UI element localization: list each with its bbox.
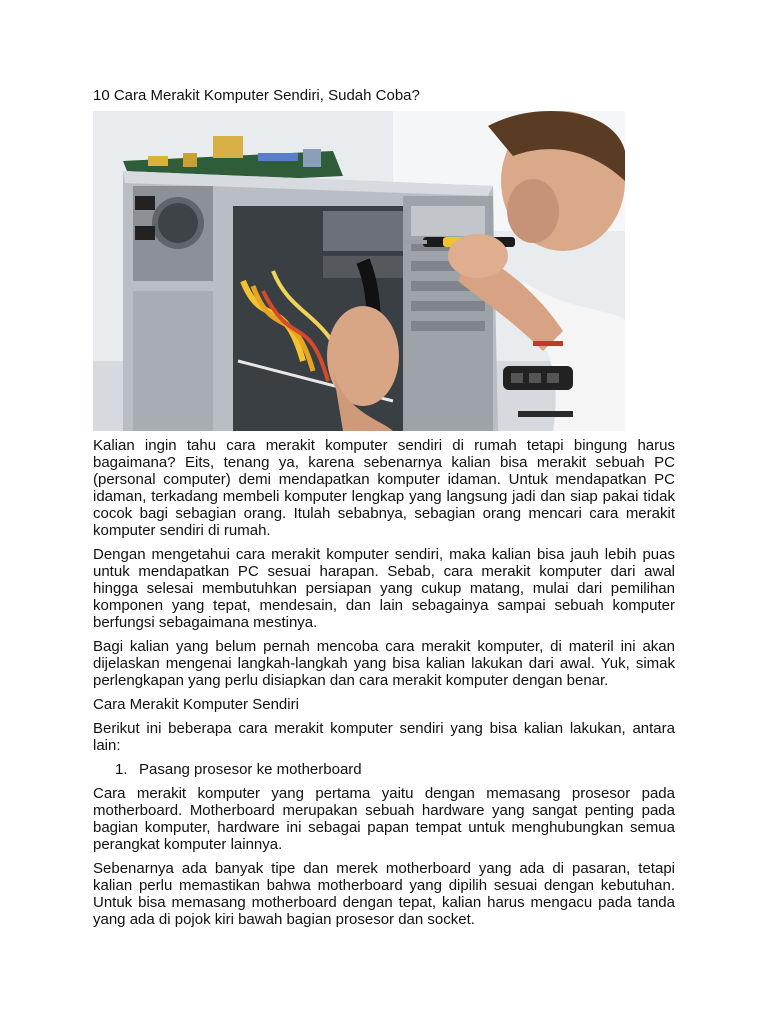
list-item — [93, 761, 675, 778]
list-item-text: Pasang prosesor ke motherboard — [139, 761, 362, 778]
section-heading: Cara Merakit Komputer Sendiri — [93, 696, 299, 713]
body-paragraph: Kalian ingin tahu cara merakit komputer sendiri di rumah tetapi bingung harus bagaimana? Eits, tenang ya, karena sebenarnya kalian bisa merakit sebuah PC (personal computer) demi mendapatkan komputer idaman. Untuk mendapatkan PC idaman, terkadang membeli komputer lengkap yang langsung jadi dan siap pakai tidak cocok bagi sebagian orang. Itulah sebabnya, sebagian orang mencari cara merakit komputer sendiri di rumah. — [93, 437, 675, 539]
steps-list — [93, 761, 675, 778]
document-title: 10 Cara Merakit Komputer Sendiri, Sudah Coba? — [93, 87, 420, 104]
body-paragraph: Bagi kalian yang belum pernah mencoba cara merakit komputer, di materil ini akan dijelaskan mengenai langkah-langkah yang bisa kalian lakukan dari awal. Yuk, simak perlengkapan yang perlu disiapkan dan cara merakit komputer dengan benar. — [93, 638, 675, 689]
intro-paragraphs — [93, 437, 675, 689]
body-paragraph: Cara merakit komputer yang pertama yaitu dengan memasang prosesor pada motherboard. Motherboard merupakan sebuah hardware yang sangat penting pada bagian komputer, hardware ini sebagai papan tempat untuk menghubungkan semua perangkat komputer lainnya. — [93, 785, 675, 853]
document-page — [93, 86, 675, 935]
list-item-number: 1. — [115, 761, 128, 778]
section-intro: Berikut ini beberapa cara merakit komputer sendiri yang bisa kalian lakukan, antara lain: — [93, 720, 675, 754]
body-paragraph: Sebenarnya ada banyak tipe dan merek motherboard yang ada di pasaran, tetapi kalian perlu memastikan bahwa motherboard yang dipilih sesuai dengan kebutuhan. Untuk bisa memasang motherboard dengan tepat, kalian harus mengacu pada tanda yang ada di pojok kiri bawah bagian prosesor dan socket. — [93, 860, 675, 928]
body-paragraph: Dengan mengetahui cara merakit komputer sendiri, maka kalian bisa jauh lebih puas untuk mendapatkan PC sesuai harapan. Sebab, cara merakit komputer dari awal hingga selesai membutuhkan persiapan yang cukup matang, mulai dari pemilihan komponen yang tepat, mendesain, dan lain sebagainya sampai sebuah komputer berfungsi sebagaimana mestinya. — [93, 546, 675, 631]
article-photo — [93, 111, 625, 431]
